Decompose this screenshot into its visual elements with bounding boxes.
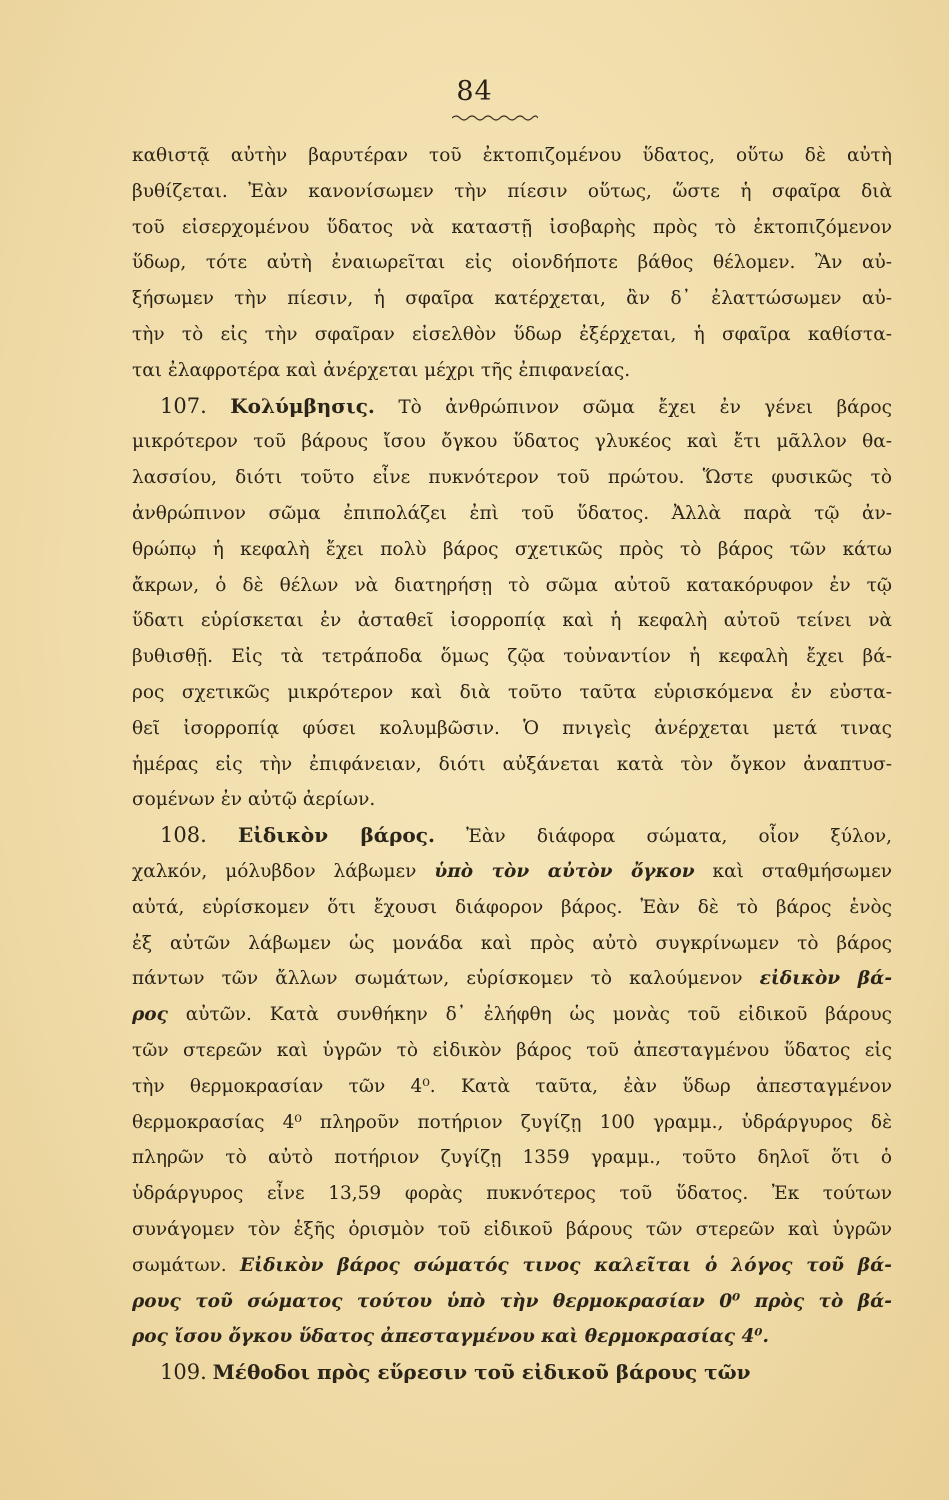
text-line: [132, 138, 892, 174]
text-line: [132, 424, 892, 460]
text-line: [132, 496, 892, 532]
section-heading: Μέθοδοι πρὸς εὕρεσιν τοῦ εἰδικοῦ βάρους τῶν: [212, 1360, 751, 1385]
line-text: ὕδατι εὑρίσκεται ἐν ἀσταθεῖ ἰσορροπίᾳ καὶ ἡ κεφαλὴ αὐτοῦ τείνει νὰ: [132, 610, 892, 632]
line-text: θρώπῳ ἡ κεφαλὴ ἔχει πολὺ βάρος σχετικῶς πρὸς τὸ βάρος τῶν κάτω: [132, 538, 892, 560]
text-line: [132, 747, 892, 783]
text-line: [132, 460, 892, 496]
text-line: [132, 210, 892, 246]
line-text: ἐξ αὐτῶν λάβωμεν ὡς μονάδα καὶ πρὸς αὐτὸ συγκρίνωμεν τὸ βάρος: [132, 932, 892, 954]
text-line: [132, 711, 892, 747]
emphasis-text: Εἰδικὸν βάρος σώματός τινος καλεῖται ὁ λόγος τοῦ βά-: [240, 1254, 892, 1276]
line-text: ὕδωρ, τότε αὐτὴ ἐναιωρεῖται εἰς οἱονδήποτε βάθος θέλομεν. Ἂν αὐ-: [132, 252, 892, 274]
section-109-line: [132, 1355, 892, 1391]
page-number: 84: [456, 76, 493, 107]
line-text: τὴν τὸ εἰς τὴν σφαῖραν εἰσελθὸν ὕδωρ ἐξέρχεται, ἡ σφαῖρα καθίστα-: [132, 323, 892, 345]
line-text: καθιστᾷ αὐτὴν βαρυτέραν τοῦ ἐκτοπιζομένου ὕδατος, οὕτω δὲ αὐτὴ: [132, 145, 892, 166]
text-line: [132, 854, 892, 890]
text-line: [132, 1176, 892, 1212]
line-text: ρος σχετικῶς μικρότερον καὶ διὰ τοῦτο ταῦτα εὑρισκόμενα ἐν εὐστα-: [132, 681, 892, 703]
line-text: τοῦ εἰσερχομένου ὕδατος νὰ καταστῇ ἰσοβαρὴς πρὸς τὸ ἐκτοπιζόμενον: [132, 216, 892, 238]
line-text: Τὸ ἀνθρώπινον σῶμα ἔχει ἐν γένει βάρος: [398, 396, 892, 418]
section-number: 109.: [160, 1360, 207, 1385]
section-heading: Κολύμβησις.: [230, 393, 375, 418]
text-line: [132, 639, 892, 675]
line-text: ὑδράργυρος εἶνε 13,59 φορὰς πυκνότερος τοῦ ὕδατος. Ἐκ τούτων: [132, 1183, 892, 1205]
text-line: [132, 675, 892, 711]
line-text: καὶ σταθμήσωμεν: [712, 860, 892, 882]
section-number: 107.: [160, 393, 207, 418]
text-line: [132, 961, 892, 997]
line-text: πληρῶν τὸ αὐτὸ ποτήριον ζυγίζῃ 1359 γραμμ., τοῦτο δηλοῖ ὅτι ὁ: [132, 1147, 892, 1169]
text-line: [132, 245, 892, 281]
line-text: ἡμέρας εἰς τὴν ἐπιφάνειαν, διότι αὐξάνεται κατὰ τὸν ὄγκον ἀναπτυσ-: [132, 753, 892, 775]
line-text: χαλκόν, μόλυβδον λάβωμεν: [132, 860, 417, 882]
text-line: [132, 317, 892, 353]
text-line: [132, 568, 892, 604]
text-line: [132, 997, 892, 1033]
emphasis-text: ὑπὸ τὸν αὐτὸν ὄγκον: [434, 860, 695, 882]
text-line: [132, 1140, 892, 1176]
text-line: [132, 1319, 892, 1355]
emphasis-text: ρος: [132, 1004, 168, 1026]
text-line: [132, 1033, 892, 1069]
text-line: [132, 1248, 892, 1284]
text-line: [132, 1284, 892, 1320]
line-text: σομένων ἐν αὐτῷ ἀερίων.: [132, 789, 376, 811]
line-text: αὐτῶν. Κατὰ συνθήκην δ᾿ ἐλήφθη ὡς μονὰς τοῦ εἰδικοῦ βάρους: [185, 1004, 892, 1026]
emphasis-text: ρος ἴσου ὄγκου ὕδατος ἀπεσταγμένου καὶ θερμοκρασίας 4⁰.: [132, 1326, 769, 1348]
line-text: ξήσωμεν τὴν πίεσιν, ἡ σφαῖρα κατέρχεται, ἂν δ᾿ ἐλαττώσωμεν αὐ-: [132, 288, 892, 310]
text-line: [132, 603, 892, 639]
line-text: συνάγομεν τὸν ἑξῆς ὁρισμὸν τοῦ εἰδικοῦ βάρους τῶν στερεῶν καὶ ὑγρῶν: [132, 1218, 892, 1240]
section-107-line: [132, 389, 892, 425]
line-text: σωμάτων.: [132, 1254, 227, 1276]
text-line: [132, 353, 892, 389]
text-line: [132, 281, 892, 317]
ornament-wave-icon: [452, 114, 538, 122]
text-line: [132, 782, 892, 818]
emphasis-text: ρους τοῦ σώματος τούτου ὑπὸ τὴν θερμοκρασίαν 0⁰ πρὸς τὸ βά-: [132, 1290, 892, 1312]
line-text: αὐτά, εὑρίσκομεν ὅτι ἔχουσι διάφορον βάρος. Ἐὰν δὲ τὸ βάρος ἑνὸς: [132, 896, 892, 918]
text-line: [132, 532, 892, 568]
line-text: ἄκρων, ὁ δὲ θέλων νὰ διατηρήσῃ τὸ σῶμα αὐτοῦ κατακόρυφον ἐν τῷ: [132, 574, 892, 596]
line-text: θεῖ ἰσορροπίᾳ φύσει κολυμβῶσιν. Ὁ πνιγεὶς ἀνέρχεται μετά τινας: [132, 717, 892, 739]
section-number: 108.: [160, 823, 207, 848]
line-text: πάντων τῶν ἄλλων σωμάτων, εὑρίσκομεν τὸ καλούμενον: [132, 968, 743, 990]
line-text: μικρότερον τοῦ βάρους ἴσου ὄγκου ὕδατος γλυκέος καὶ ἔτι μᾶλλον θα-: [132, 431, 892, 453]
line-text: τῶν στερεῶν καὶ ὑγρῶν τὸ εἰδικὸν βάρος τοῦ ἀπεσταγμένου ὕδατος εἰς: [132, 1039, 892, 1061]
body-text: [132, 138, 892, 1391]
line-text: ται ἐλαφροτέρα καὶ ἀνέρχεται μέχρι τῆς ἐπιφανείας.: [132, 359, 631, 381]
text-line: [132, 1212, 892, 1248]
text-line: [132, 890, 892, 926]
section-heading: Εἰδικὸν βάρος.: [238, 823, 435, 848]
line-text: βυθισθῇ. Εἰς τὰ τετράποδα ὅμως ζῷα τοὐναντίον ἡ κεφαλὴ ἔχει βά-: [132, 646, 892, 668]
line-text: ἀνθρώπινον σῶμα ἐπιπολάζει ἐπὶ τοῦ ὕδατος. Ἀλλὰ παρὰ τῷ ἀν-: [132, 502, 892, 524]
section-108-line: [132, 818, 892, 854]
line-text: λασσίου, διότι τοῦτο εἶνε πυκνότερον τοῦ πρώτου. Ὥστε φυσικῶς τὸ: [132, 467, 892, 489]
line-text: Ἐὰν διάφορα σώματα, οἷον ξύλον,: [466, 826, 892, 848]
text-line: [132, 926, 892, 962]
emphasis-text: εἰδικὸν βά-: [759, 968, 892, 990]
text-line: [132, 174, 892, 210]
text-line: [132, 1105, 892, 1141]
text-line: [132, 1069, 892, 1105]
line-text: θερμοκρασίας 4⁰ πληροῦν ποτήριον ζυγίζῃ 100 γραμμ., ὑδράργυρος δὲ: [132, 1111, 892, 1133]
line-text: βυθίζεται. Ἐὰν κανονίσωμεν τὴν πίεσιν οὕτως, ὥστε ἡ σφαῖρα διὰ: [132, 180, 892, 202]
line-text: τὴν θερμοκρασίαν τῶν 4⁰. Κατὰ ταῦτα, ἐὰν ὕδωρ ἀπεσταγμένον: [132, 1075, 892, 1097]
